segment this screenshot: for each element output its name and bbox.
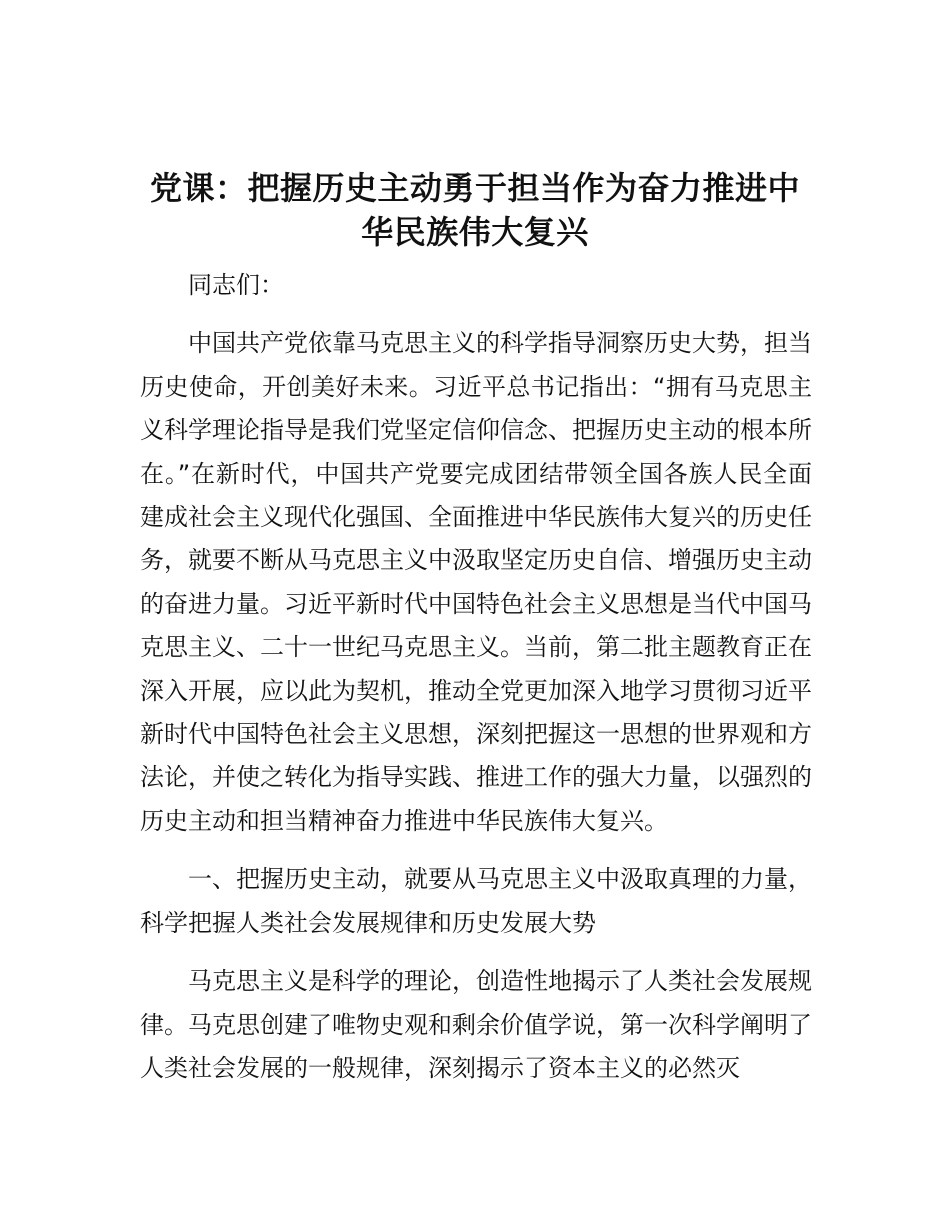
salutation: 同志们： xyxy=(188,271,284,299)
section-heading-1: 一、把握历史主动，就要从马克思主义中汲取真理的力量，科学把握人类社会发展规律和历史发展大势 xyxy=(140,865,812,937)
paragraph-section-1: 马克思主义是科学的理论，创造性地揭示了人类社会发展规律。马克思创建了唯物史观和剩余价值学说，第一次科学阐明了人类社会发展的一般规律，深刻揭示了资本主义的必然灭 xyxy=(140,967,812,1082)
paragraph-intro: 中国共产党依靠马克思主义的科学指导洞察历史大势，担当历史使命，开创美好未来。习近平总书记指出：“拥有马克思主义科学理论指导是我们党坚定信仰信念、把握历史主动的根本所在。”在新时代，中国共产党要完成团结带领全国各族人民全面建成社会主义现代化强国、全面推进中华民族伟大复兴的历史任务，就要不断从马克思主义中汲取坚定历史自信、增强历史主动的奋进力量。习近平新时代中国特色社会主义思想是当代中国马克思主义、二十一世纪马克思主义。当前，第二批主题教育正在深入开展，应以此为契机，推动全党更加深入地学习贯彻习近平新时代中国特色社会主义思想，深刻把握这一思想的世界观和方法论，并使之转化为指导实践、推进工作的强大力量，以强烈的历史主动和担当精神奋力推进中华民族伟大复兴。 xyxy=(140,329,812,835)
document-title: 党课：把握历史主动勇于担当作为奋力推进中华民族伟大复兴 xyxy=(149,169,800,251)
document-body xyxy=(140,264,812,1105)
